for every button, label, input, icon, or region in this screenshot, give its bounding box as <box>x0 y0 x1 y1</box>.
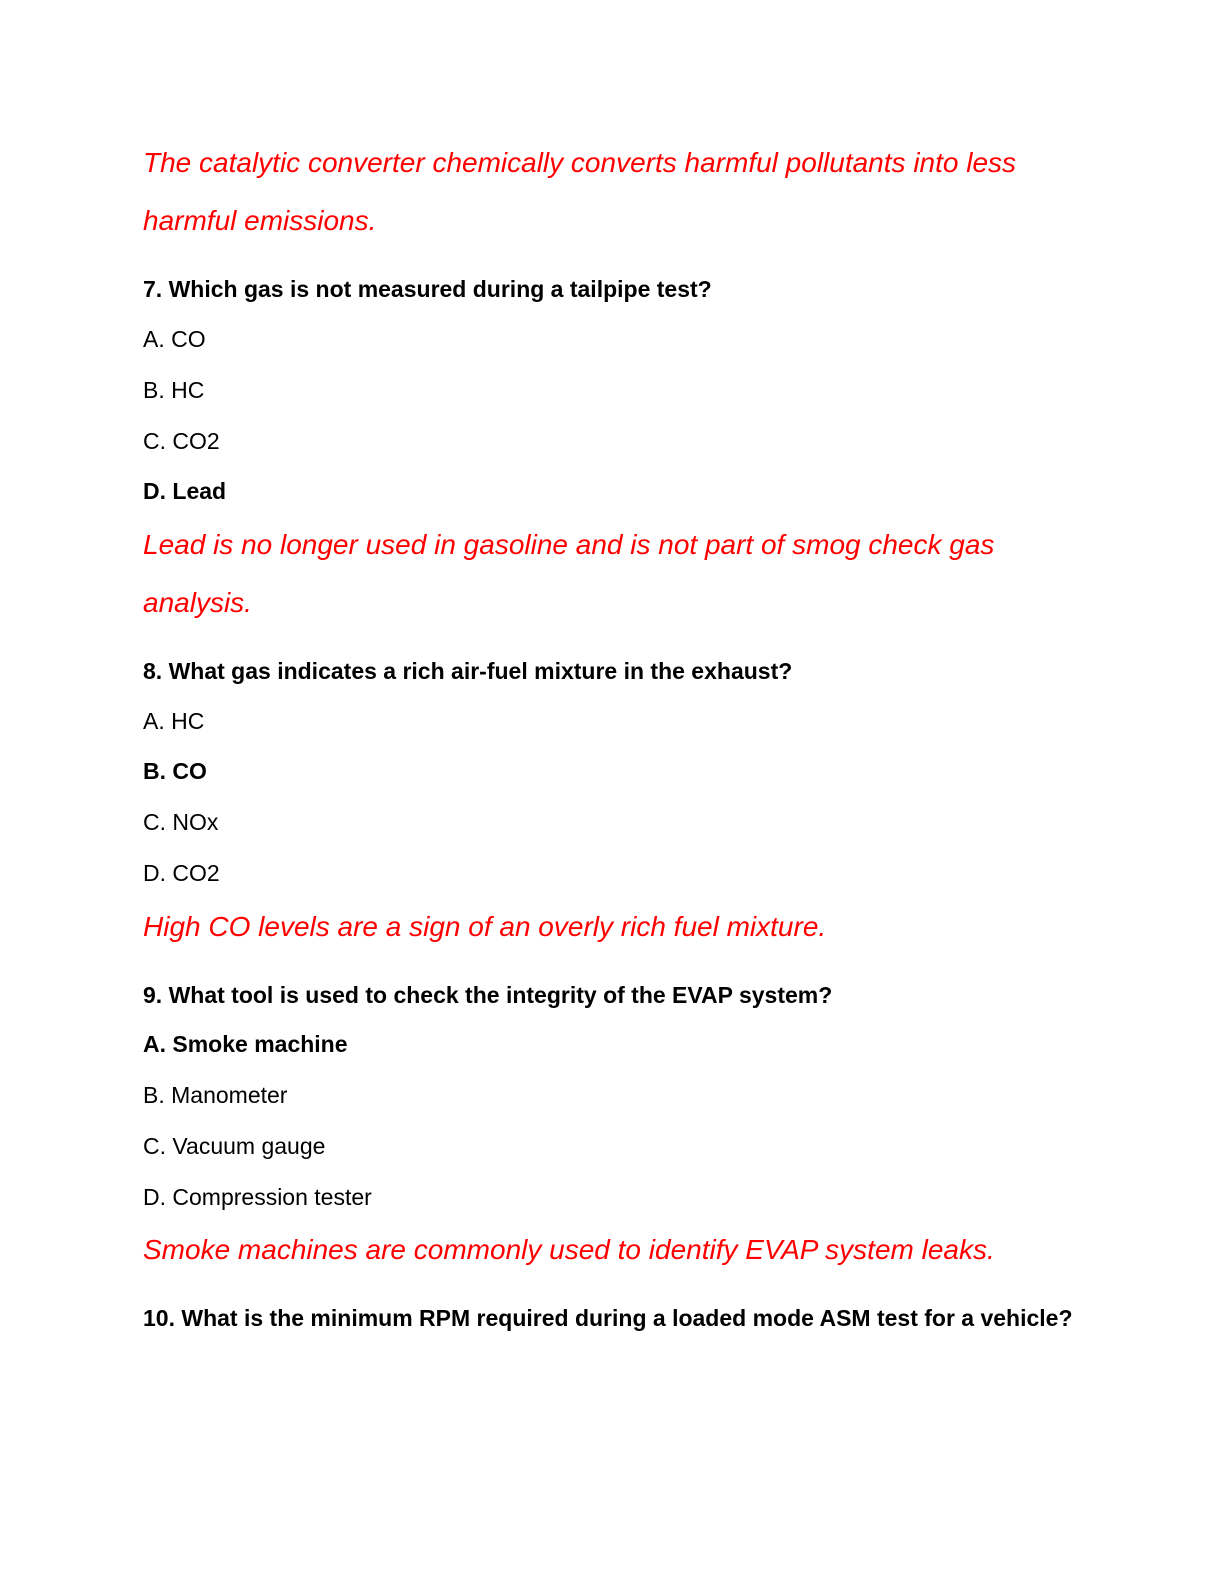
question-9: 9. What tool is used to check the integrity of the EVAP system? <box>143 982 833 1008</box>
q9-option-c: C. Vacuum gauge <box>143 1133 326 1159</box>
q7-option-c: C. CO2 <box>143 428 220 454</box>
q7-option-d-correct: D. Lead <box>143 478 227 504</box>
q9-option-b: B. Manometer <box>143 1082 288 1108</box>
question-8: 8. What gas indicates a rich air-fuel mixture in the exhaust? <box>143 658 793 684</box>
question-10: 10. What is the minimum RPM required during a loaded mode ASM test for a vehicle? <box>143 1305 1073 1331</box>
q9-option-a-correct: A. Smoke machine <box>143 1031 348 1057</box>
q8-option-b-correct: B. CO <box>143 758 207 784</box>
q8-option-c: C. NOx <box>143 809 219 835</box>
explanation-q7: Lead is no longer used in gasoline and is not part of smog check gas analysis. <box>143 529 995 618</box>
explanation-q9: Smoke machines are commonly used to identify EVAP system leaks. <box>143 1234 995 1265</box>
q8-option-a: A. HC <box>143 708 205 734</box>
q7-option-a: A. CO <box>143 326 206 352</box>
q8-option-d: D. CO2 <box>143 860 220 886</box>
q9-option-d: D. Compression tester <box>143 1184 372 1210</box>
q7-option-b: B. HC <box>143 377 205 403</box>
question-7: 7. Which gas is not measured during a tailpipe test? <box>143 276 712 302</box>
explanation-q8: High CO levels are a sign of an overly rich fuel mixture. <box>143 911 827 942</box>
explanation-q6: The catalytic converter chemically converts harmful pollutants into less harmful emissions. <box>143 147 1017 236</box>
